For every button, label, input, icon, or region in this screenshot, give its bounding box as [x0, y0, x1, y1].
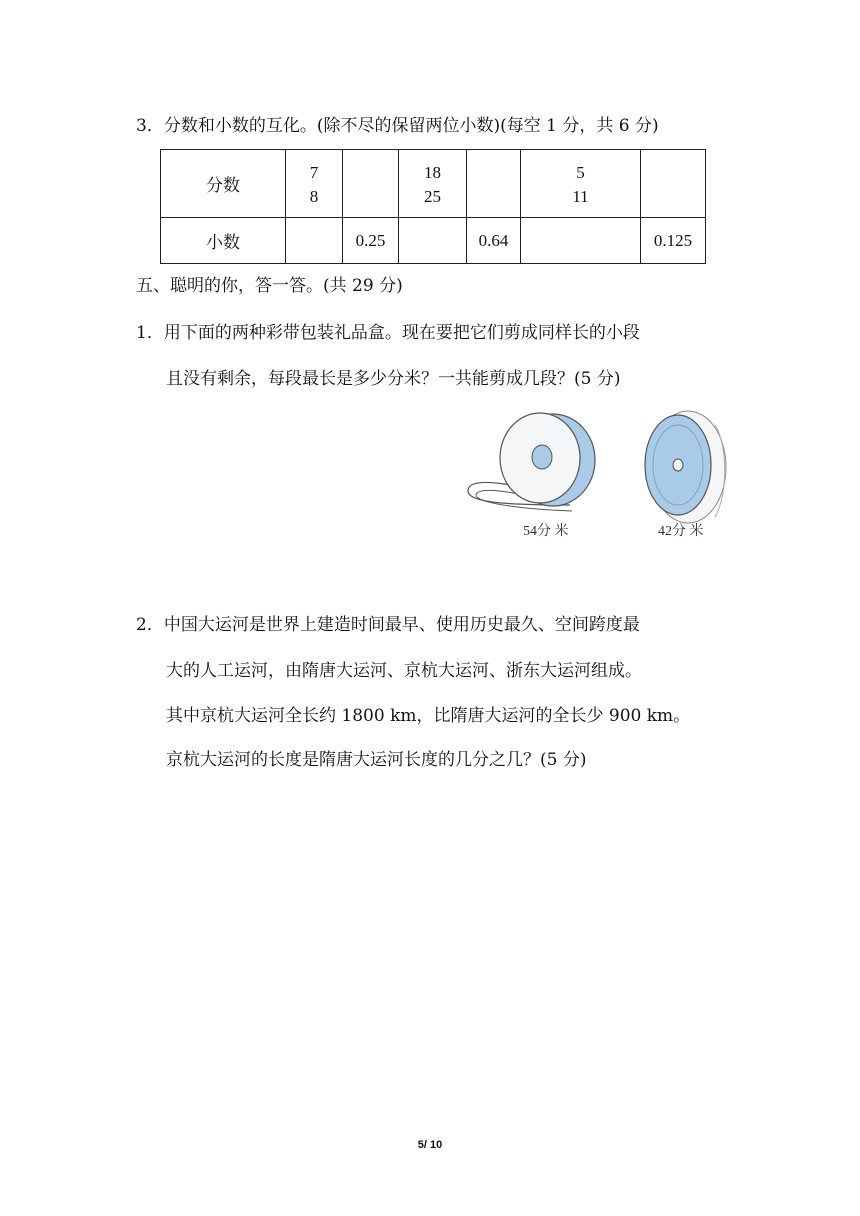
question-2-line-2: 大的人工运河，由隋唐大运河、京杭大运河、浙东大运河组成。	[166, 661, 642, 681]
fraction-decimal-table	[160, 149, 706, 264]
section-5-title: 五、聪明的你，答一答。(共 29 分)	[136, 276, 403, 296]
decimal-row	[161, 218, 706, 264]
decimal-cell: 0.25	[343, 218, 399, 264]
question-3-title: 3．分数和小数的互化。(除不尽的保留两位小数)(每空 1 分，共 6 分)	[136, 116, 659, 136]
question-1-line-1: 1．用下面的两种彩带包装礼品盒。现在要把它们剪成同样长的小段	[136, 323, 640, 343]
row-header-decimal: 小数	[161, 218, 286, 264]
question-1-line-2: 且没有剩余，每段最长是多少分米？一共能剪成几段？(5 分)	[166, 369, 621, 389]
decimal-cell-blank[interactable]	[286, 218, 343, 264]
fraction-cell-blank[interactable]	[343, 150, 399, 218]
denominator: 25	[424, 186, 441, 206]
question-2-line-1: 2．中国大运河是世界上建造时间最早、使用历史最久、空间跨度最	[136, 615, 640, 635]
question-2-line-4: 京杭大运河的长度是隋唐大运河长度的几分之几？(5 分)	[166, 750, 587, 770]
ribbon-roll-42-icon	[645, 411, 726, 523]
ribbon-roll-54-icon	[500, 413, 595, 506]
numerator: 5	[576, 162, 585, 182]
question-2-line-3: 其中京杭大运河全长约 1800 km，比隋唐大运河的全长少 900 km。	[166, 706, 691, 726]
numerator: 18	[424, 162, 441, 182]
fraction-cell	[399, 150, 467, 218]
fraction-cell-blank[interactable]	[467, 150, 521, 218]
fraction-cell	[521, 150, 641, 218]
row-header-fraction: 分数	[161, 150, 286, 218]
denominator: 11	[572, 186, 589, 206]
ribbon-2-label: 42分 米	[658, 524, 704, 539]
page-number: 5/ 10	[417, 1139, 443, 1151]
fraction-cell	[286, 150, 343, 218]
ribbon-1-label: 54分 米	[523, 524, 569, 539]
decimal-cell-blank[interactable]	[521, 218, 641, 264]
numerator: 7	[309, 162, 319, 182]
fraction-cell-blank[interactable]	[641, 150, 706, 218]
decimal-cell: 0.64	[467, 218, 521, 264]
decimal-cell-blank[interactable]	[399, 218, 467, 264]
decimal-cell: 0.125	[641, 218, 706, 264]
fraction-row	[161, 150, 706, 218]
ribbon-illustration	[460, 405, 735, 555]
denominator: 8	[309, 186, 319, 206]
